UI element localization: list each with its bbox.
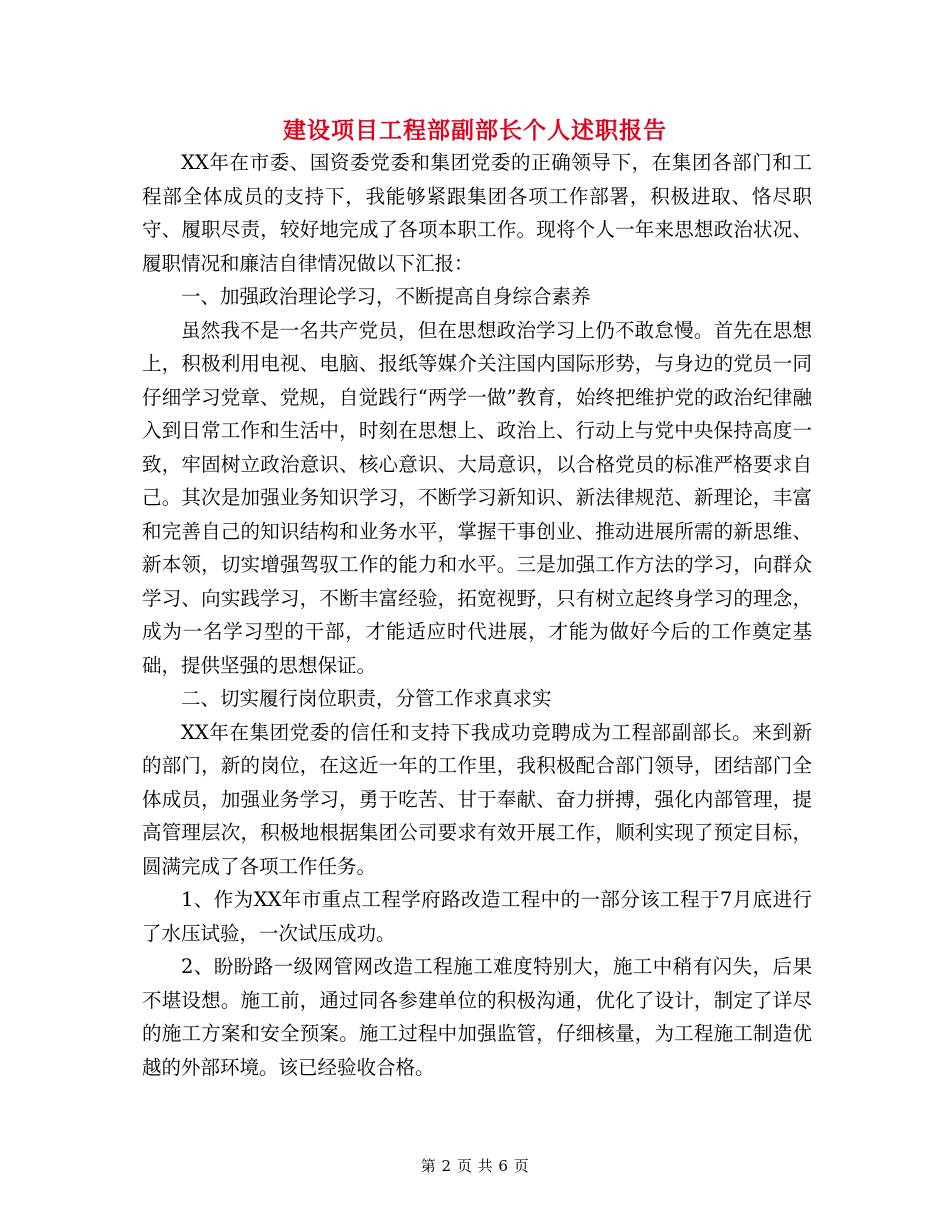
paragraph-intro: XX年在市委、国资委党委和集团党委的正确领导下，在集团各部门和工程部全体成员的支持下，我能够紧跟集团各项工作部署，积极进取、恪尽职守、履职尽责，较好地完成了各项本职工作。现将个人一年来思想政治状况、履职情况和廉洁自律情况做以下汇报： [142, 151, 812, 275]
document-title: 建设项目工程部副部长个人述职报告 [283, 117, 667, 144]
document-body [142, 146, 812, 1084]
paragraph-political-study: 虽然我不是一名共产党员，但在思想政治学习上仍不敢怠慢。首先在思想上，积极利用电视、电脑、报纸等媒介关注国内国际形势，与身边的党员一同仔细学习党章、党规，自觉践行“两学一做”教育，始终把维护党的政治纪律融入到日常工作和生活中，时刻在思想上、政治上、行动上与党中央保持高度一致，牢固树立政治意识、核心意识、大局意识，以合格党员的标准严格要求自己。其次是加强业务知识学习，不断学习新知识、新法律规范、新理论，丰富和完善自己的知识结构和业务水平，掌握干事创业、推动进展所需的新思维、新本领，切实增强驾驭工作的能力和水平。三是加强工作方法的学习，向群众学习、向实践学习，不断丰富经验，拓宽视野，只有树立起终身学习的理念，成为一名学习型的干部，才能适应时代进展，才能为做好今后的工作奠定基础，提供坚强的思想保证。 [142, 318, 812, 677]
paragraph-item-2: 2、盼盼路一级网管网改造工程施工难度特别大，施工中稍有闪失，后果不堪设想。施工前，通过同各参建单位的积极沟通，优化了设计，制定了详尽的施工方案和安全预案。施工过程中加强监管，仔细核量，为工程施工制造优越的外部环境。该已经验收合格。 [142, 955, 812, 1079]
paragraph-item-1: 1、作为XX年市重点工程学府路改造工程中的一部分该工程于7月底进行了水压试验，一次试压成功。 [142, 888, 812, 945]
section-heading-1: 一、加强政治理论学习，不断提高自身综合素养 [181, 285, 591, 308]
section-heading-2: 二、切实履行岗位职责，分管工作求真求实 [181, 687, 552, 710]
page-number-footer: 第 2 页 共 6 页 [420, 1157, 530, 1175]
paragraph-duties: XX年在集团党委的信任和支持下我成功竞聘成为工程部副部长。来到新的部门，新的岗位，在这近一年的工作里，我积极配合部门领导，团结部门全体成员，加强业务学习，勇于吃苦、甘于奉献、奋力拼搏，强化内部管理，提高管理层次，积极地根据集团公司要求有效开展工作，顺利实现了预定目标，圆满完成了各项工作任务。 [142, 720, 812, 878]
